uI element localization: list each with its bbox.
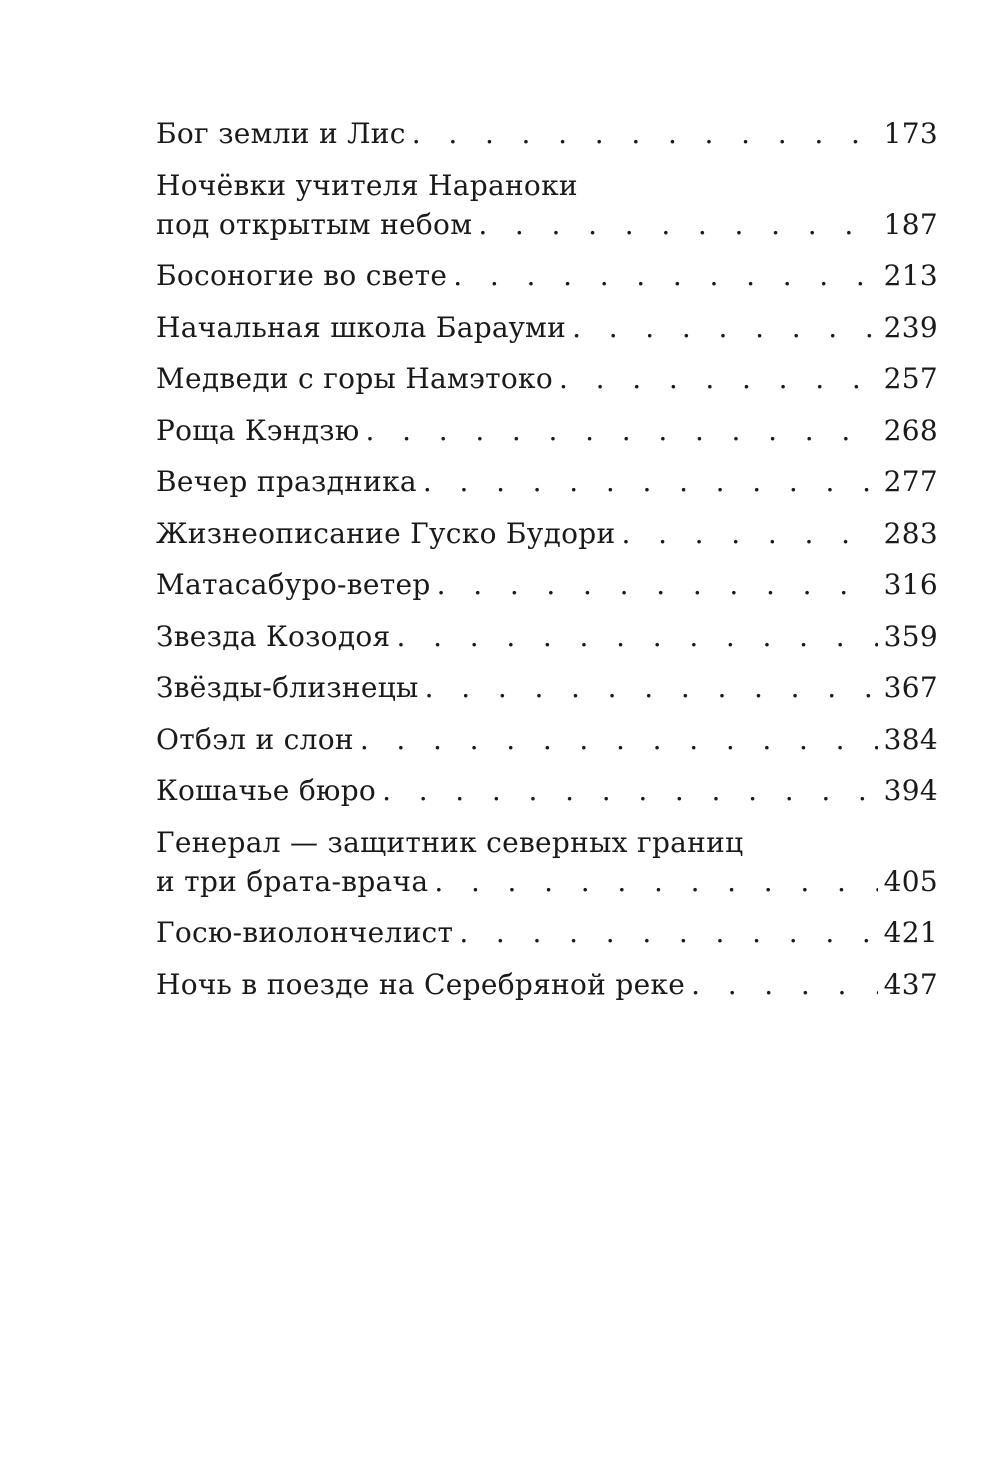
toc-entry[interactable] bbox=[156, 827, 938, 898]
toc-entry[interactable] bbox=[156, 518, 938, 550]
toc-entry-title-cont: и три брата-врача bbox=[156, 864, 429, 898]
toc-entry-title: Роща Кэндзю bbox=[156, 413, 360, 447]
toc-entry-page: 213 bbox=[883, 259, 938, 292]
toc-entry-page: 421 bbox=[883, 916, 938, 949]
toc-entry-page: 257 bbox=[883, 362, 938, 395]
toc-entry-title: Бог земли и Лис bbox=[156, 117, 406, 150]
toc-entry-page: 268 bbox=[883, 413, 938, 447]
toc-entry[interactable] bbox=[156, 466, 938, 498]
dot-leader bbox=[621, 518, 877, 550]
toc-entry-title-cont: под открытым небом bbox=[156, 207, 473, 241]
toc-entry[interactable] bbox=[156, 917, 938, 949]
dot-leader bbox=[559, 363, 878, 395]
toc-entry-page: 437 bbox=[883, 967, 938, 1001]
dot-leader bbox=[453, 260, 877, 292]
toc-entry-title: Медведи с горы Намэтоко bbox=[156, 362, 554, 395]
dot-leader bbox=[382, 775, 878, 807]
table-of-contents bbox=[156, 118, 938, 1020]
toc-entry-page: 277 bbox=[883, 465, 938, 498]
toc-entry-page: 187 bbox=[883, 207, 938, 241]
toc-entry[interactable] bbox=[156, 415, 938, 447]
toc-entry-title: Ночь в поезде на Серебряной реке bbox=[156, 967, 686, 1001]
toc-entry[interactable] bbox=[156, 672, 938, 704]
toc-entry-title: Отбэл и слон bbox=[156, 722, 354, 756]
toc-entry[interactable] bbox=[156, 260, 938, 292]
dot-leader bbox=[478, 209, 877, 241]
toc-entry[interactable] bbox=[156, 569, 938, 601]
dot-leader bbox=[691, 969, 878, 1001]
toc-entry-title: Госю-виолончелист bbox=[156, 916, 454, 949]
dot-leader bbox=[459, 917, 877, 949]
toc-entry-page: 316 bbox=[883, 568, 938, 601]
toc-entry-page: 394 bbox=[883, 774, 938, 807]
dot-leader bbox=[572, 312, 878, 344]
toc-entry-page: 359 bbox=[883, 619, 938, 653]
toc-entry-title: Ночёвки учителя Наранoки bbox=[156, 168, 578, 202]
dot-leader bbox=[425, 672, 878, 704]
toc-entry-title: Генерал — защитник северных границ bbox=[156, 825, 744, 859]
toc-entry[interactable] bbox=[156, 775, 938, 807]
toc-entry-page: 367 bbox=[883, 671, 938, 704]
toc-entry-page: 239 bbox=[883, 310, 938, 344]
toc-entry[interactable] bbox=[156, 170, 938, 241]
toc-entry[interactable] bbox=[156, 724, 938, 756]
toc-entry[interactable] bbox=[156, 363, 938, 395]
toc-entry[interactable] bbox=[156, 118, 938, 150]
toc-entry[interactable] bbox=[156, 312, 938, 344]
dot-leader bbox=[360, 724, 878, 756]
toc-entry-title: Матасабуро-ветер bbox=[156, 568, 431, 601]
toc-entry-title: Звезда Козодоя bbox=[156, 619, 391, 653]
dot-leader bbox=[434, 866, 877, 898]
dot-leader bbox=[366, 415, 878, 447]
toc-entry-page: 405 bbox=[883, 864, 938, 898]
dot-leader bbox=[437, 569, 878, 601]
toc-entry[interactable] bbox=[156, 621, 938, 653]
toc-entry-page: 384 bbox=[883, 722, 938, 756]
toc-entry-title: Вечер праздника bbox=[156, 465, 417, 498]
toc-entry-title: Жизнеописание Гуско Будори bbox=[156, 516, 616, 550]
dot-leader bbox=[412, 118, 878, 150]
toc-entry[interactable] bbox=[156, 969, 938, 1001]
toc-entry-title: Начальная школа Бараyми bbox=[156, 310, 567, 344]
dot-leader bbox=[423, 466, 878, 498]
toc-entry-page: 283 bbox=[883, 516, 938, 550]
dot-leader bbox=[397, 621, 878, 653]
toc-entry-title: Звёзды-близнецы bbox=[156, 671, 419, 704]
toc-entry-title: Кошачье бюро bbox=[156, 774, 377, 807]
toc-entry-title: Босоногие во свете bbox=[156, 259, 448, 292]
toc-entry-page: 173 bbox=[883, 117, 938, 150]
